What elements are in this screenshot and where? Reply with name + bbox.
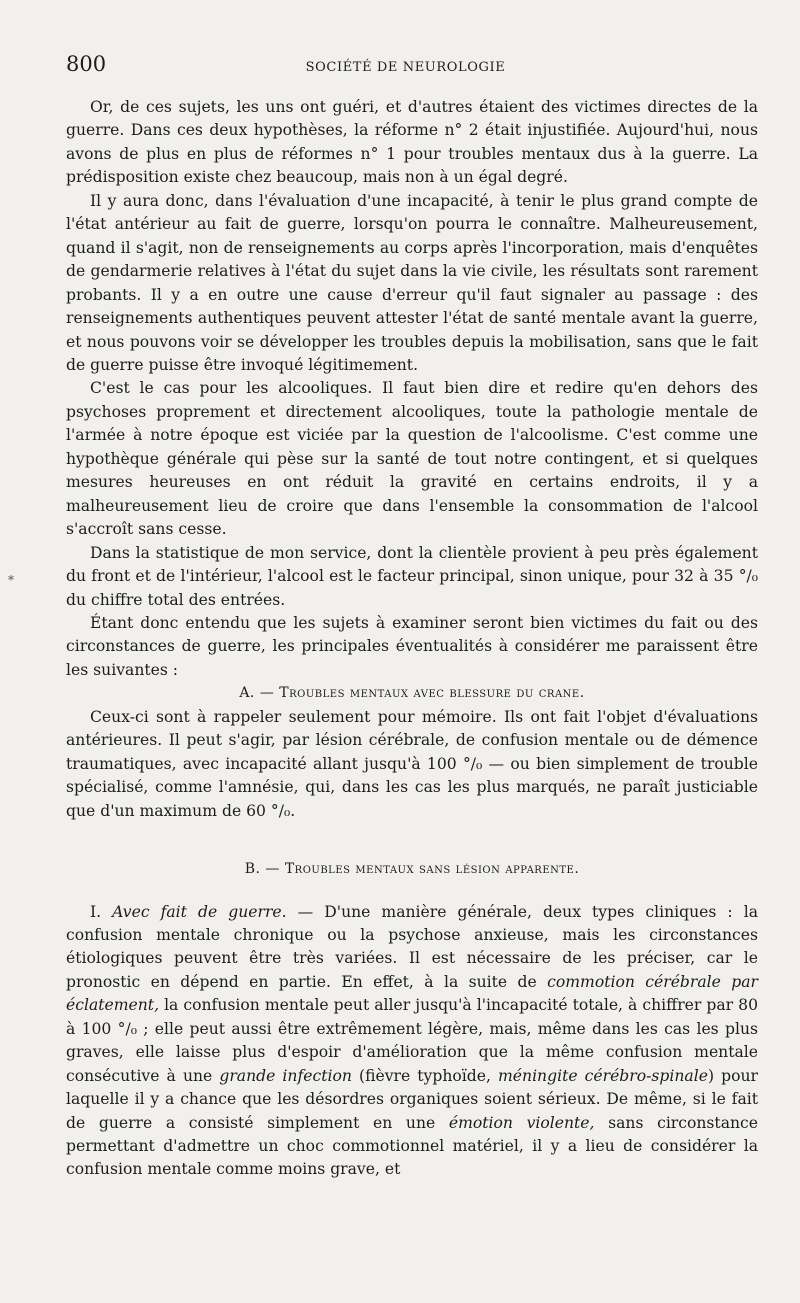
section-title: Troubles mentaux avec blessure du crane. xyxy=(279,685,585,702)
text-run: — D'une manière générale, deux types cliniques : la confusion mentale chronique ou la psychose anxieuse, mais les circonstances étiologiques peuvent être très variées. Il est nécessaire de les préciser, car le pronostic en dépend en partie. En effet, à la suite de xyxy=(66,902,759,991)
paragraph: Ceux-ci sont à rappeler seulement pour mémoire. Ils ont fait l'objet d'évaluations antérieures. Il peut s'agir, par lésion cérébrale, de confusion mentale ou de démence traumatiques, avec incapacité allant jusqu'à 100 °/₀ — ou bien simplement de trouble spécialisé, comme l'amnésie, qui, dans les cas les plus marqués, ne paraît justiciable que d'un maximum de 60 °/₀. xyxy=(66,707,758,820)
section-heading-b xyxy=(66,858,758,881)
paragraph: Or, de ces sujets, les uns ont guéri, et d'autres étaient des victimes directes de la guerre. Dans ces deux hypothèses, la réforme n° 2 était injustifiée. Aujourd'hui, nous avons de plus en plus de réformes n° 1 pour troubles mentaux dus à la guerre. La prédisposition existe chez beaucoup, mais non à un égal degré. xyxy=(66,98,758,187)
italic-run: émotion violente, xyxy=(448,1113,595,1132)
page-number: 800 xyxy=(66,52,107,76)
margin-mark: * xyxy=(8,573,14,587)
italic-run: grande infection xyxy=(219,1066,352,1085)
text-run: la confusion mentale peut aller jusqu'à l'incapacité totale, à chiffrer par 80 à 100 °/₀ ; elle peut aussi être extrêmement légère, mais, même dans les cas les plus graves, elle laisse plus d'espoir d'amélioration que la même confusion mentale consécutive à une xyxy=(66,996,758,1085)
text-run: (fièvre typhoïde, xyxy=(351,1066,499,1085)
running-title: SOCIÉTÉ DE NEUROLOGIE xyxy=(305,60,506,75)
section-letter: B. — xyxy=(244,861,280,878)
page-header xyxy=(66,52,745,82)
text-run: ) pour laquelle il y a chance que les désordres organiques soient sérieux. De même, si le fait de guerre a consisté simplement en une xyxy=(66,1066,758,1132)
body-text xyxy=(66,96,758,1182)
italic-run: Avec fait de guerre. xyxy=(112,902,287,921)
text-run: I. xyxy=(90,902,113,921)
paragraph xyxy=(66,901,758,1182)
section-title: Troubles mentaux sans lésion apparente. xyxy=(284,861,580,878)
paragraph: Il y aura donc, dans l'évaluation d'une incapacité, à tenir le plus grand compte de l'état antérieur au fait de guerre, lorsqu'on pourra le connaître. Malheureusement, quand il s'agit, non de renseignements au corps après l'incorporation, mais d'enquêtes de gendarmerie relatives à l'état du sujet dans la vie civile, les résultats sont rarement probants. Il y a en outre une cause d'erreur qu'il faut signaler au passage : des renseignements authentiques peuvent attester l'état de santé mentale avant la guerre, et nous pouvons voir se développer les troubles depuis la mobilisation, sans que le fait de guerre puisse être invoqué légitimement. xyxy=(66,191,758,374)
paragraph: Dans la statistique de mon service, dont la clientèle provient à peu près également du front et de l'intérieur, l'alcool est le facteur principal, sinon unique, pour 32 à 35 °/₀ du chiffre total des entrées. xyxy=(66,543,758,609)
section-letter: A. — xyxy=(239,685,275,702)
paragraph: C'est le cas pour les alcooliques. Il faut bien dire et redire qu'en dehors des psychoses proprement et directement alcooliques, toute la pathologie mentale de l'armée à notre époque est viciée par la question de l'alcoolisme. C'est comme une hypothèque générale qui pèse sur la santé de tout notre contingent, et si quelques mesures heureuses en ont réduit la gravité en certains endroits, il y a malheureusement lieu de croire que dans l'ensemble la consommation de l'alcool s'accroît sans cesse. xyxy=(66,379,758,539)
section-heading-a xyxy=(66,682,758,705)
italic-run: commotion cérébrale par éclatement, xyxy=(66,972,759,1015)
paragraph: Étant donc entendu que les sujets à examiner seront bien victimes du fait ou des circonstances de guerre, les principales éventualités à considérer me paraissent être les suivantes : xyxy=(66,613,758,679)
italic-run: méningite cérébro-spinale xyxy=(498,1066,708,1085)
text-run: sans circonstance permettant d'admettre un choc commotionnel matériel, il y a lieu de considérer la confusion mentale comme moins grave, et xyxy=(66,1113,758,1179)
